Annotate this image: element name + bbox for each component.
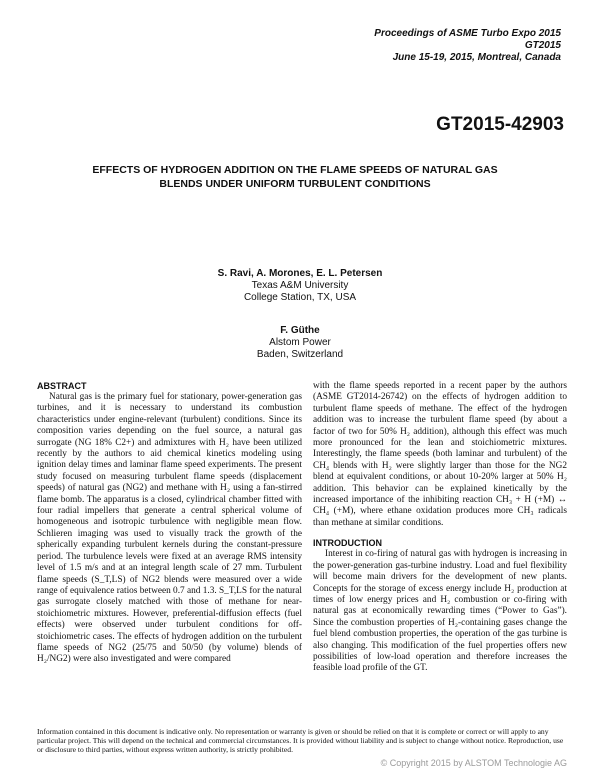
author-names: S. Ravi, A. Morones, E. L. Petersen <box>217 268 383 279</box>
left-column <box>37 381 302 666</box>
abstract-heading: ABSTRACT <box>37 381 87 391</box>
author-block-2 <box>0 325 600 361</box>
disclaimer: Information contained in this document is indicative only. No representation or warranty is given or should be relied on that it is complete or correct or will apply to any particular project. This will depend on the technical and commercial circumstances. It is provided without liability and is subject to change without notice. Reproduction, use or disclosure to third parties, without express written authority, is strictly prohibited. <box>37 727 564 754</box>
paper-title <box>60 163 530 191</box>
paper-title-line-1: EFFECTS OF HYDROGEN ADDITION ON THE FLAME SPEEDS OF NATURAL GAS <box>92 164 498 176</box>
copyright-notice: © Copyright 2015 by ALSTOM Technologie AG <box>380 758 567 768</box>
author-location: College Station, TX, USA <box>243 292 357 303</box>
introduction-text: Interest in co-firing of natural gas with hydrogen is increasing in the power-generation gas-turbine industry. Load and fuel flexibility will become main drivers for the development of new plants. Concepts for the storage of excess energy include H₂ production at times of low energy prices and H₂ combustion or co-firing with natural gas at economically rewarding times (“Power to Gas”). Since the combustion properties of H₂-containing gases change the fuel blend combustion properties, the operation of the gas turbine is also changing. This modification of the fuel properties offers new possibilities of low-load operation and therefore increases the feasible load profile of the GT. <box>313 549 567 674</box>
proceedings-title: Proceedings of ASME Turbo Expo 2015 <box>374 28 561 39</box>
author-names: F. Güthe <box>280 325 320 336</box>
author-affiliation: Texas A&M University <box>251 280 349 291</box>
proceedings-header <box>374 28 561 64</box>
paper-id: GT2015-42903 <box>436 114 564 135</box>
author-location: Baden, Switzerland <box>256 349 344 360</box>
abstract-text-part-1: Natural gas is the primary fuel for stationary, power-generation gas turbines, and it is necessary to understand its combustion characteristics under engine-relevant (turbulent) conditions. Since its composition varies depending on the fuel source, a natural gas surrogate (NG 18% C2+) and admixtures with H₂ have been utilized recently by the authors to aid chemical kinetics modeling using ignition delay times and laminar flame speed experiments. The present study focused on measuring turbulent flame speeds (displacement speeds) of natural gas (NG2) and methane with H₂ using a fan-stirred flame bomb. The apparatus is a closed, cylindrical chamber fitted with four radial impellers that generate a central spherical volume of homogeneous and isotropic turbulence with negligible mean flow. Schlieren imaging was used to visually track the growth of the spherically expanding turbulent kernels during the constant-pressure period. The turbulence levels were fixed at an average RMS intensity level of 1.5 m/s and at an integral length scale of 27 mm. Turbulent flame speeds (S_T,LS) of NG2 blends were measured over a wide range of equivalence ratios between 0.7 and 1.3. S_T,LS for the natural gas surrogate closely matched with those of methane for near-stoichiometric mixtures. However, preferential-diffusion effects (fuel effects) were observed under turbulent conditions for off-stoichiometric cases. The effects of hydrogen addition on the turbulent flame speeds of NG2 (25/75 and 50/50 (by volume) blends of H₂/NG2) were also investigated and were compared <box>37 392 302 665</box>
conference-code: GT2015 <box>524 40 561 51</box>
conference-date-location: June 15-19, 2015, Montreal, Canada <box>392 52 561 63</box>
author-affiliation: Alstom Power <box>269 337 331 348</box>
right-column <box>313 381 567 675</box>
abstract-text-part-2: with the flame speeds reported in a recent paper by the authors (ASME GT2014-26742) on the effects of hydrogen addition to turbulent flame speeds of methane. The effect of the hydrogen addition was to increase the turbulent flame speed (by about a factor of two for 50% H₂ addition), although this effect was much more pronounced for the lean and stoichiometric mixtures. Interestingly, the flame speeds (both laminar and turbulent) of the CH₄ blends with H₂ were slightly larger than those for the NG2 blend at equivalent conditions, or about 10-20% larger at 50% H₂ addition. This behavior can be explained kinetically by the increased importance of the inhibiting reaction CH₃ + H (+M) ↔ CH₄ (+M), where ethane oxidation produces more CH₃ radicals than methane at similar conditions. <box>313 381 567 528</box>
paper-title-line-2: BLENDS UNDER UNIFORM TURBULENT CONDITIONS <box>159 178 431 190</box>
introduction-heading: INTRODUCTION <box>313 538 382 549</box>
author-block-1 <box>0 268 600 304</box>
